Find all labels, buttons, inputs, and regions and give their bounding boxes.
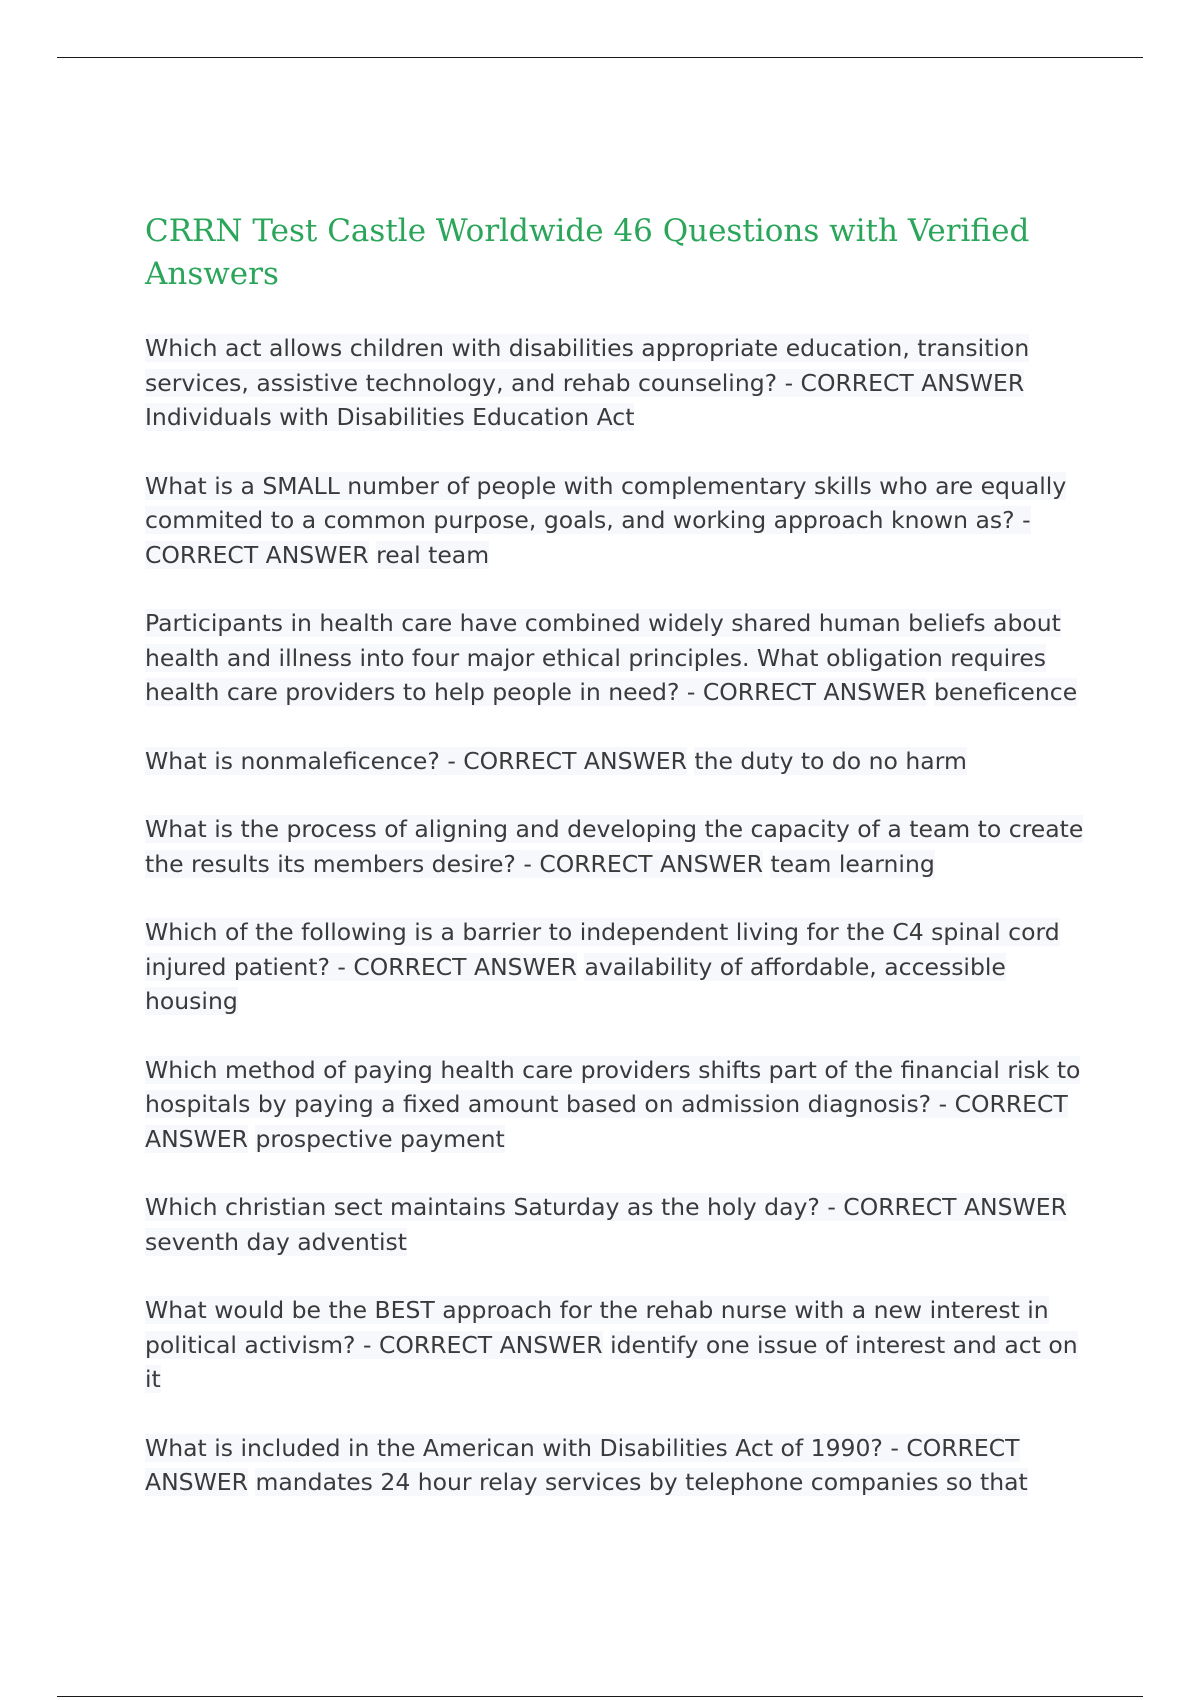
- question-text: What is nonmaleficence?: [145, 746, 440, 775]
- answer-label: CORRECT ANSWER: [539, 849, 763, 878]
- answer-text: availability of affordable, accessible housing: [145, 952, 1006, 1015]
- question-text: What is the process of aligning and developing the capacity of a team to create the results its members desire?: [145, 815, 1084, 878]
- question-text: Which act allows children with disabilities appropriate education, transition services, assistive technology, and rehab counseling?: [145, 334, 1030, 397]
- separator: -: [931, 1090, 955, 1118]
- question-text: What is a SMALL number of people with complementary skills who are equally commited to a common purpose, goals, and working approach known as?: [145, 471, 1067, 534]
- answer-text: real team: [376, 540, 490, 569]
- separator: -: [777, 368, 801, 397]
- qa-item-10: [145, 1431, 1085, 1500]
- answer-text: Individuals with Disabilities Education Act: [145, 403, 635, 431]
- answer-text: prospective payment: [255, 1124, 505, 1153]
- qa-item-5: [145, 812, 1085, 881]
- separator: -: [355, 1330, 379, 1359]
- answer-text: seventh day adventist: [145, 1227, 408, 1256]
- separator: -: [515, 849, 540, 878]
- answer-text: identify one issue of interest and act on it: [145, 1330, 1078, 1393]
- answer-label: CORRECT ANSWER: [353, 952, 577, 981]
- answer-label: CORRECT ANSWER: [145, 540, 369, 569]
- answer-label: CORRECT ANSWER: [800, 368, 1025, 397]
- question-text: Which christian sect maintains Saturday as the holy day?: [145, 1193, 820, 1221]
- qa-item-3: [145, 606, 1085, 710]
- qa-item-1: [145, 331, 1085, 435]
- qa-item-9: [145, 1293, 1085, 1397]
- answer-label: CORRECT ANSWER: [463, 746, 687, 775]
- qa-item-4: [145, 744, 1085, 779]
- answer-text: mandates 24 hour relay services by telephone companies so that: [255, 1468, 1028, 1496]
- question-text: What is included in the American with Disabilities Act of 1990?: [145, 1433, 883, 1462]
- document-body: [145, 210, 1085, 1534]
- answer-text: team learning: [770, 849, 935, 878]
- answer-text: the duty to do no harm: [694, 746, 967, 775]
- separator: -: [679, 678, 703, 706]
- bottom-rule: [57, 1696, 1143, 1697]
- question-text: Which method of paying health care providers shifts part of the financial risk to hospitals by paying a fixed amount based on admission diagnosis?: [145, 1055, 1081, 1118]
- question-text: What would be the BEST approach for the rehab nurse with a new interest in political activism?: [145, 1296, 1049, 1359]
- qa-item-7: [145, 1053, 1085, 1157]
- answer-label: CORRECT ANSWER: [378, 1330, 603, 1359]
- question-text: Participants in health care have combined widely shared human beliefs about health and illness into four major ethical principles. What obligation requires health care providers to help people in need?: [145, 609, 1061, 706]
- answer-label: CORRECT ANSWER: [145, 1433, 1020, 1496]
- answer-label: CORRECT ANSWER: [843, 1193, 1067, 1221]
- question-text: Which of the following is a barrier to independent living for the C4 spinal cord injured patient?: [145, 918, 1060, 981]
- document-title: CRRN Test Castle Worldwide 46 Questions with Verified Answers: [145, 213, 1030, 292]
- qa-item-2: [145, 469, 1085, 573]
- separator: -: [439, 746, 464, 775]
- separator: -: [882, 1433, 907, 1462]
- answer-text: beneficence: [933, 678, 1078, 706]
- answer-label: CORRECT ANSWER: [145, 1090, 1068, 1153]
- answer-label: CORRECT ANSWER: [702, 678, 927, 706]
- separator: -: [1014, 506, 1031, 534]
- separator: -: [819, 1193, 844, 1221]
- qa-item-6: [145, 915, 1085, 1019]
- separator: -: [329, 952, 354, 981]
- top-rule: [57, 57, 1143, 58]
- qa-item-8: [145, 1190, 1085, 1259]
